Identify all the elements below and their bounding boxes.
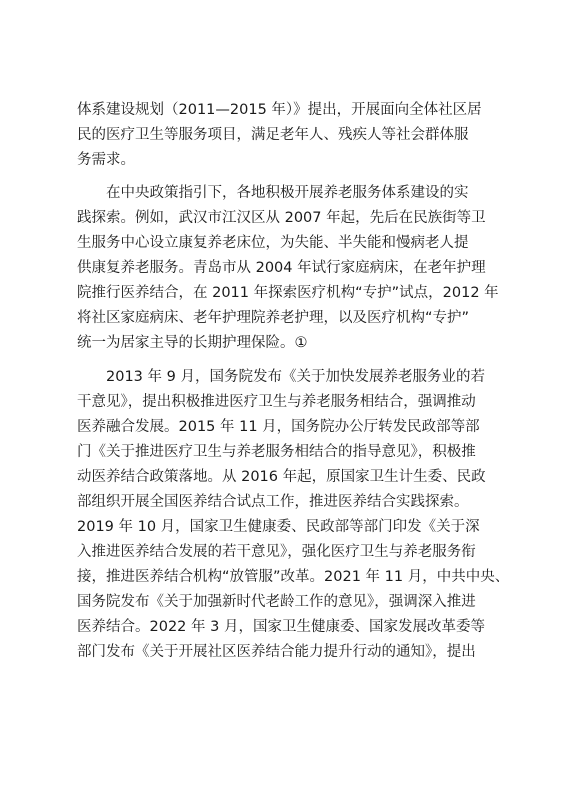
text-line: 动医养结合政策落地。从 2016 年起，原国家卫生计生委、民政	[77, 469, 486, 485]
text-line: 国务院发布《关于加强新时代老龄工作的意见》，强调深入推进	[77, 594, 476, 610]
text-line: 部组织开展全国医养结合试点工作，推进医养结合实践探索。	[77, 494, 469, 510]
text-line: 将社区家庭病床、老年护理院养老护理，以及医疗机构“专护”	[77, 310, 470, 326]
text-line: 门《关于推进医疗卫生与养老服务相结合的指导意见》，积极推	[77, 444, 476, 460]
text-line: 部门发布《关于开展社区医养结合能力提升行动的通知》，提出	[77, 644, 476, 660]
text-line: 统一为居家主导的长期护理保险。①	[77, 335, 308, 351]
text-line: 医养结合。2022 年 3 月，国家卫生健康委、国家发展改革委等	[77, 619, 485, 635]
text-line: 在中央政策指引下，各地积极开展养老服务体系建设的实	[77, 185, 469, 201]
text-line: 2013 年 9 月，国务院发布《关于加快发展养老服务业的若	[77, 369, 485, 385]
text-line: 供康复养老服务。青岛市从 2004 年试行家庭病床，在老年护理	[77, 260, 486, 276]
text-line: 务需求。	[77, 152, 135, 168]
text-line: 民的医疗卫生等服务项目，满足老年人、残疾人等社会群体服	[77, 127, 469, 143]
text-line: 接，推进医养结合机构“放管服”改革。2021 年 11 月，中共中央、	[77, 569, 510, 585]
text-line: 体系建设规划（2011—2015 年）》提出，开展面向全体社区居	[77, 102, 482, 118]
text-line: 践探索。例如，武汉市江汉区从 2007 年起，先后在民族街等卫	[77, 210, 486, 226]
text-line: 生服务中心设立康复养老床位，为失能、半失能和慢病老人提	[77, 235, 469, 251]
text-line: 入推进医养结合发展的若干意见》，强化医疗卫生与养老服务衔	[77, 544, 476, 560]
text-line: 院推行医养结合，在 2011 年探索医疗机构“专护”试点，2012 年	[77, 285, 499, 301]
text-line: 医养融合发展。2015 年 11 月，国务院办公厅转发民政部等部	[77, 419, 480, 435]
text-line: 2019 年 10 月，国家卫生健康委、民政部等部门印发《关于深	[77, 519, 480, 535]
text-line: 干意见》，提出积极推进医疗卫生与养老服务相结合，强调推动	[77, 394, 476, 410]
